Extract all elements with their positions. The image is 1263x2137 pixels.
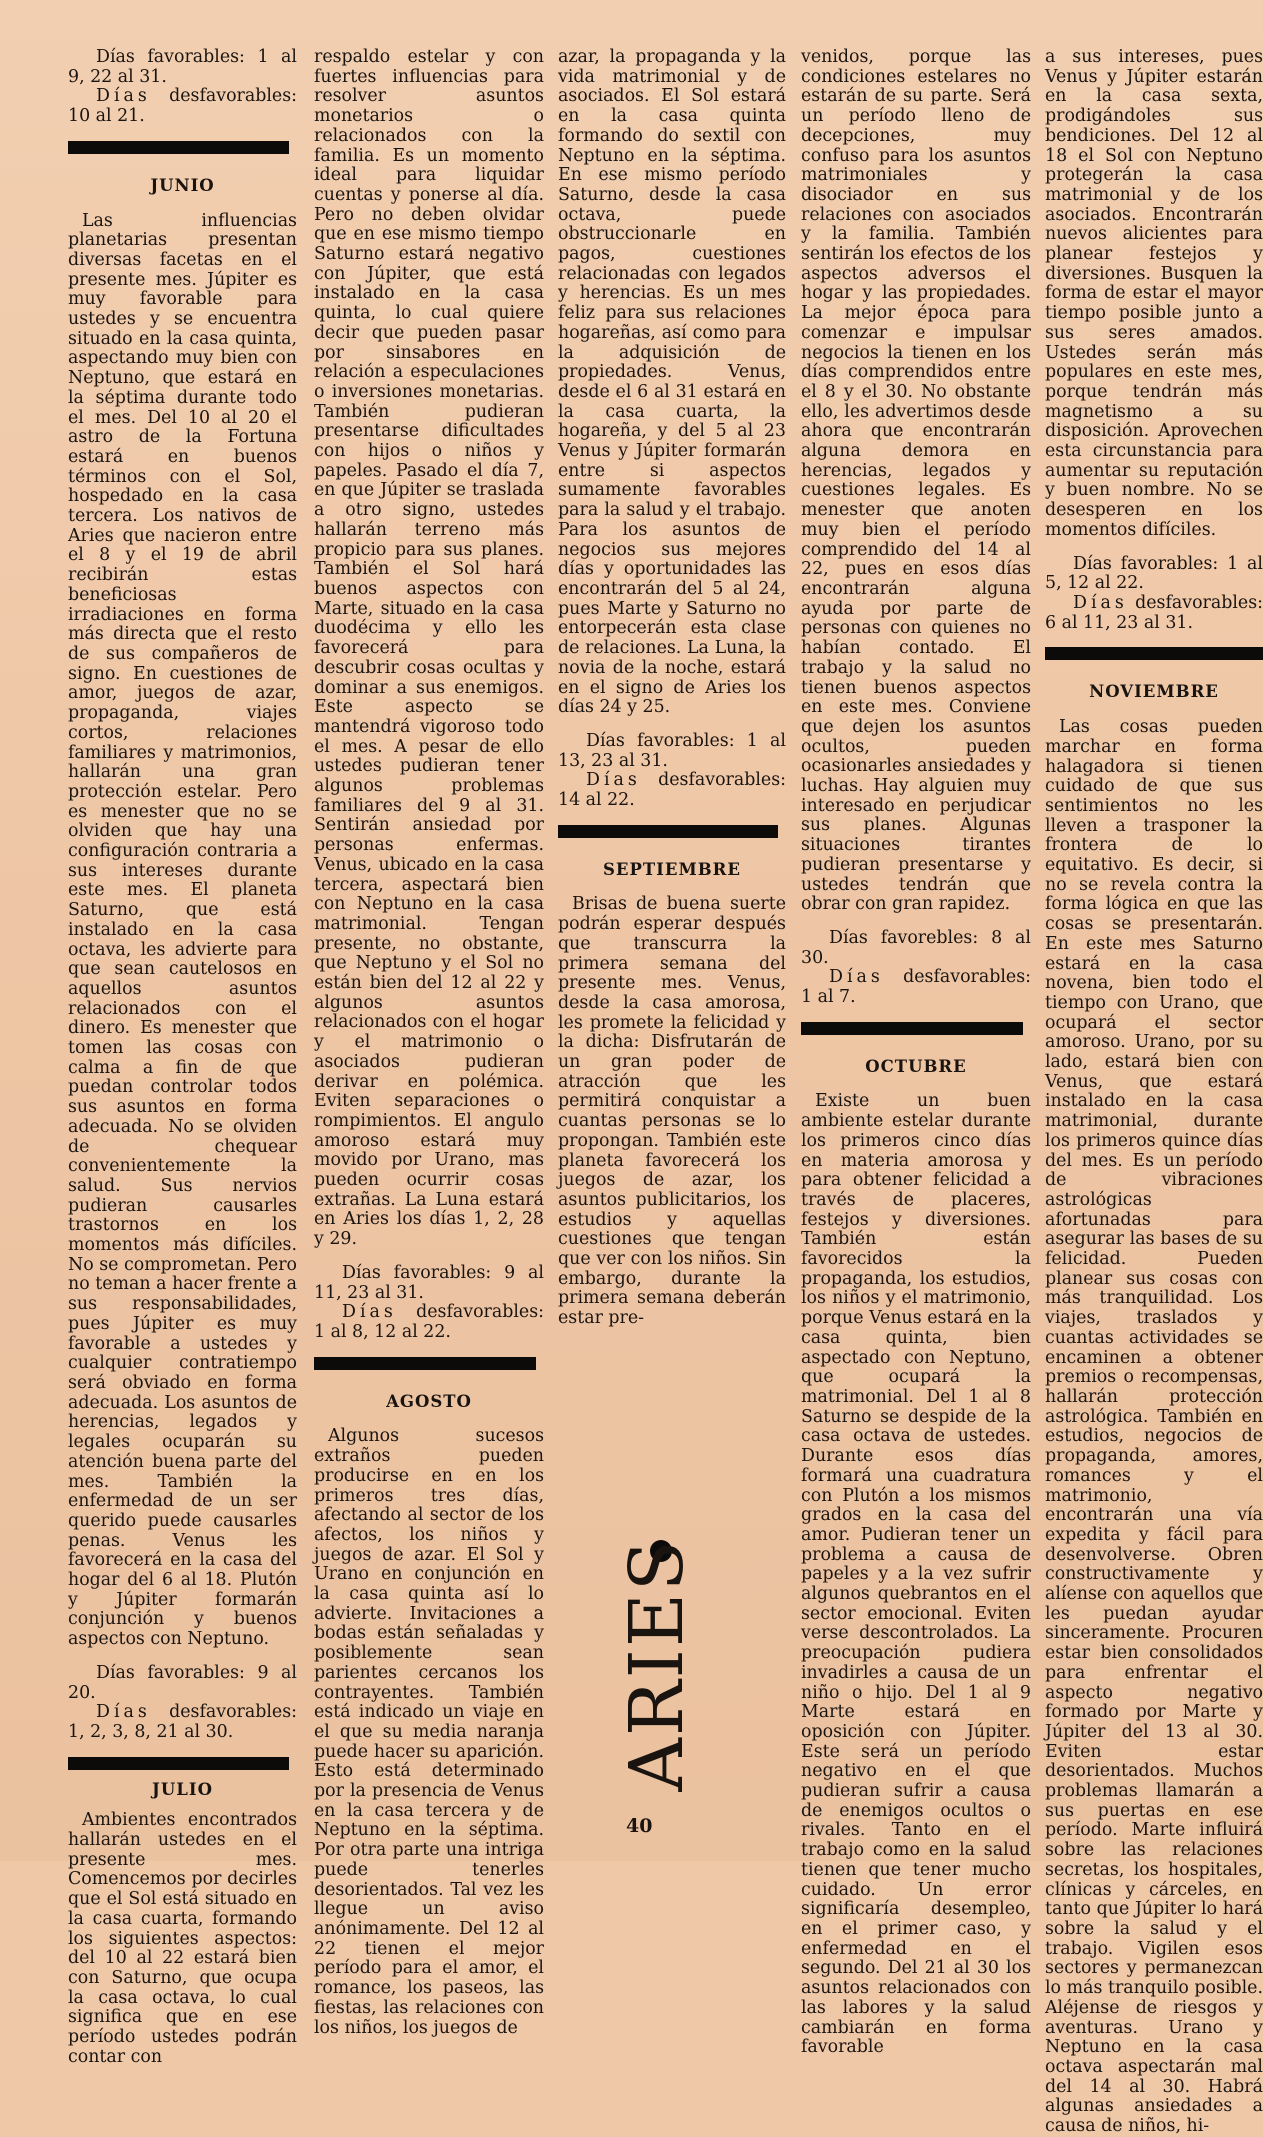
column-1: [68, 47, 297, 2067]
month-heading: JULIO: [152, 1779, 213, 1799]
divider-bar: [68, 1757, 289, 1770]
column-2: [314, 47, 544, 2038]
horoscope-text: Las influencias planetarias presentan diversas facetas en el presente mes. Júpiter es muy favorable para ustedes y se encuentra situado en la casa quinta, aspectando muy bien con Neptuno, que estará en la séptima durante todo el mes. Del 10 al 20 el astro de la Fortuna estará en buenos términos con el Sol, hospedado en la casa tercera. Los nativos de Aries que nacieron entre el 8 y el 19 de abril recibirán estas beneficiosas irradiaciones en forma más directa que el resto de sus compañeros de signo. En cuestiones de amor, juegos de azar, propaganda, viajes cortos, relaciones familiares y matrimonios, hallarán una gran protección estelar. Pero es menester que no se olviden que hay una configuración contraria a sus intereses durante este mes. El planeta Saturno, que está instalado en la casa octava, les advierte para que sean cautelosos en aquellos asuntos relacionados con el dinero. Es menester que tomen las cosas con calma a fin de que puedan controlar todos sus asuntos en forma adecuada. No se olviden de chequear convenientemente la salud. Sus nervios pudieran causarles trastornos en los momentos más difíciles. No se comprometan. Pero no teman a hacer frente a sus responsabilidades, pues Júpiter es muy favorable a ustedes y cualquier contratiempo será obviado en forma adecuada. Los asuntos de herencias, legados y legales ocuparán su atención buena parte del mes. También la enfermedad de un ser querido puede causarles penas. Venus les favorecerá en la casa del hogar del 6 al 18. Plutón y Júpiter formarán conjunción y buenos aspectos con Neptuno.: [68, 210, 297, 1650]
horoscope-text: Algunos sucesos extraños pueden producirse en en los primeros tres días, afectando al sector de los afectos, los niños y juegos de azar. El Sol y Urano en conjunción en la casa quinta así lo advierte. Invitaciones a bodas están señaladas y posiblemente sean parientes cercanos los contrayentes. También está indicado un viaje en el que su media naranja puede hacer su aparición. Esto está determinado por la presencia de Venus en la casa tercera y de Neptuno en la séptima. Por otra parte una intriga puede tenerles desorientados. Tal vez les llegue un aviso anónimamente. Del 12 al 22 tienen el mejor período para el amor, el romance, los paseos, las fiestas, las relaciones con los niños, los juegos de: [314, 1426, 544, 2038]
unfavorable-days: Días desfavorables: 1 al 7.: [801, 967, 1031, 1008]
horoscope-text: Brisas de buena suerte podrán esperar después que transcurra la primera semana del presente mes. Venus, desde la casa amorosa, les promete la felicidad y la dicha: Disfrutarán de un gran poder de atracción que les permitirá conquistar a cuantas personas se lo propongan. También este planeta favorecerá los juegos de azar, los asuntos publicitarios, los estudios y aquellas cuestiones que tengan que ver con los niños. Sin embargo, durante la primera semana deberán estar pre-: [558, 894, 786, 1329]
divider-bar: [558, 825, 778, 838]
horoscope-text: Ambientes encontrados hallarán ustedes en el presente mes. Comencemos por decirles que el Sol está situado en la casa cuarta, formando los siguientes aspectos: del 10 al 22 estará bien con Saturno, que ocupa la casa octava, lo cual significa que en ese período ustedes podrán contar con: [68, 1810, 297, 2067]
page-number: 40: [626, 1815, 653, 1837]
favorable-days: Días favorables: 1 al 9, 22 al 31.: [68, 47, 297, 87]
horoscope-text: azar, la propaganda y la vida matrimonial y de asociados. El Sol estará en la casa quinta formando do sextil con Neptuno en la séptima. En ese mismo período Saturno, desde la casa octava, puede obstruccionarle en pagos, cuestiones relacionadas con legados y herencias. Es un mes feliz para sus relaciones hogareñas, así como para la adquisición de propiedades. Venus, desde el 6 al 31 estará en la casa cuarta, la hogareña, y del 5 al 23 Venus y Júpiter formarán entre si aspectos sumamente favorables para la salud y el trabajo. Para los asuntos de negocios sus mejores días y oportunidades las encontrarán del 5 al 24, pues Marte y Saturno no entorpecerán esta clase de relaciones. La Luna, la novia de la noche, estará en el signo de Aries los días 24 y 25.: [558, 47, 786, 718]
horoscope-text: Las cosas pueden marchar en forma halagadora si tienen cuidado de que sus sentimientos no les lleven a trasponer la frontera de lo equitativo. Es decir, si no se revela contra la forma lógica en que las cosas se presentarán. En este mes Saturno estará en la casa novena, bien todo el tiempo con Urano, que ocupará el sector amoroso. Urano, por su lado, estará bien con Venus, que estará instalado en la casa matrimonial, durante los primeros quince días del mes. Es un período de vibraciones astrológicas afortunadas para asegurar las bases de su felicidad. Pueden planear sus cosas con más tranquilidad. Los viajes, traslados y cuantas actividades se encaminen a obtener premios o recompensas, hallarán protección astrológica. También en estudios, negocios de propaganda, amores, romances y el matrimonio, encontrarán una vía expedita y fácil para desenvolverse. Obren constructivamente y alíense con aquellos que les puedan ayudar sinceramente. Procuren estar bien consolidados para enfrentar el aspecto negativo formado por Marte y Júpiter del 13 al 30. Eviten estar desorientados. Muchos problemas llamarán a sus puertas en ese período. Marte influirá sobre las relaciones secretas, los hospitales, clínicas y cárceles, en tanto que Júpiter lo hará sobre la salud y el trabajo. Vigilen esos sectores y permanezcan lo más tranquilo posible. Aléjense de riesgos y aventuras. Urano y Neptuno en la casa octava aspectarán mal del 14 al 30. Habrá algunas ansiedades a causa de niños, hi-: [1045, 717, 1263, 2137]
column-5: [1045, 47, 1263, 2137]
sign-name: ARIES: [614, 1538, 700, 1792]
month-heading: AGOSTO: [386, 1391, 472, 1411]
divider-bar: [314, 1357, 536, 1370]
favorable-days: Días favorables: 9 al 11, 23 al 31.: [314, 1262, 544, 1303]
divider-bar: [801, 1022, 1023, 1035]
month-heading: SEPTIEMBRE: [603, 859, 741, 879]
column-4: [801, 47, 1031, 2058]
divider-bar: [68, 141, 289, 154]
horoscope-text: respaldo estelar y con fuertes influencias para resolver asuntos monetarios o relacionados con la familia. Es un momento ideal para liquidar cuentas y ponerse al día. Pero no deben olvidar que en ese mismo tiempo Saturno estará negativo con Júpiter, que está instalado en la casa quinta, lo cual quiere decir que pueden pasar por sinsabores en relación a especulaciones o inversiones monetarias. También pudieran presentarse dificultades con hijos o niños y papeles. Pasado el día 7, en que Júpiter se traslada a otro signo, ustedes hallarán terreno más propicio para sus planes. También el Sol hará buenos aspectos con Marte, situado en la casa duodécima y ello les favorecerá para descubrir cosas ocultas y dominar a sus enemigos. Este aspecto se mantendrá vigoroso todo el mes. A pesar de ello ustedes pudieran tener algunos problemas familiares del 9 al 31. Sentirán ansiedad por personas enfermas. Venus, ubicado en la casa tercera, aspectará bien con Neptuno en la casa matrimonial. Tengan presente, no obstante, que Neptuno y el Sol no están bien del 12 al 22 y algunos asuntos relacionados con el hogar y el matrimonio o asociados pudieran derivar en polémica. Eviten separaciones o rompimientos. El angulo amoroso estará muy movido por Urano, mas pueden ocurrir cosas extrañas. La Luna estará en Aries los días 1, 2, 28 y 29.: [314, 47, 544, 1250]
month-heading: NOVIEMBRE: [1089, 682, 1219, 702]
unfavorable-days: Días desfavorables: 1, 2, 3, 8, 21 al 30.: [68, 1702, 297, 1742]
horoscope-text: Existe un buen ambiente estelar durante los primeros cinco días en materia amorosa y para obtener felicidad a través de placeres, festejos y diversiones. También están favorecidos la propaganda, los estudios, los niños y el matrimonio, porque Venus estará en la casa quinta, bien aspectado con Neptuno, que ocupará la matrimonial. Del 1 al 8 Saturno se despide de la casa octava de ustedes. Durante esos días formará una cuadratura con Plutón a los mismos grados en la casa del amor. Pudieran tener un problema a causa de papeles y a la vez sufrir algunos quebrantos en el sector emocional. Eviten verse descontrolados. La preocupación pudiera invadirles a causa de un niño o hijo. Del 1 al 9 Marte estará en oposición con Júpiter. Este será un período negativo en el que pudieran sufrir a causa de enemigos ocultos o rivales. Tanto en el trabajo como en la salud tienen que tener mucho cuidado. Un error significaría desempleo, en el primer caso, y enfermedad en el segundo. Del 21 al 30 los asuntos relacionados con las labores y la salud cambiarán en forma favorable: [801, 1091, 1031, 2058]
unfavorable-days: Días desfavorables: 10 al 21.: [68, 86, 297, 127]
unfavorable-days: Días desfavorables: 1 al 8, 12 al 22.: [314, 1302, 544, 1342]
unfavorable-days: Días desfavorables: 14 al 22.: [558, 770, 786, 811]
unfavorable-days: Días desfavorables: 6 al 11, 23 al 31.: [1045, 592, 1263, 633]
column-3: [558, 48, 786, 1531]
favorable-days: Días favorebles: 8 al 30.: [801, 927, 1031, 968]
horoscope-text: a sus intereses, pues Venus y Júpiter estarán en la casa sexta, prodigándoles sus bendiciones. Del 12 al 18 el Sol con Neptuno protegerán la casa matrimonial y de los asociados. Encontrarán nuevos alicientes para planear festejos y diversiones. Busquen la forma de estar el mayor tiempo posible junto a sus seres amados. Ustedes serán más populares en este mes, porque tendrán más magnetismo a su disposición. Aprovechen esta circunstancia para aumentar su reputación y buen nombre. No se desesperen en los momentos difíciles.: [1045, 47, 1263, 540]
horoscope-text: venidos, porque las condiciones estelares no estarán de su parte. Será un período lleno de decepciones, muy confuso para los asuntos matrimoniales y disociador en sus relaciones con asociados y la familia. También sentirán los efectos de los aspectos adversos el hogar y las propiedades. La mejor época para comenzar e impulsar negocios la tienen en los días comprendidos entre el 8 y el 30. No obstante ello, les advertimos desde ahora que encontrarán alguna demora en herencias, legados y cuestiones legales. Es menester que anoten muy bien el período comprendido del 14 al 22, pues en esos días encontrarán alguna ayuda por parte de personas con quienes no habían contado. El trabajo y la salud no tienen buenos aspectos en este mes. Conviene que dejen los asuntos ocultos, pueden ocasionarles ansiedades y luchas. Hay alguien muy interesado en perjudicar sus planes. Algunas situaciones tirantes pudieran presentarse y ustedes tendrán que obrar con gran rapidez.: [801, 47, 1031, 915]
zodiac-sign-title: [612, 1540, 702, 1790]
month-heading: JUNIO: [150, 175, 215, 195]
favorable-days: Días favorables: 1 al 13, 23 al 31.: [558, 730, 786, 771]
divider-bar: [1045, 647, 1263, 660]
month-heading: OCTUBRE: [865, 1056, 967, 1076]
favorable-days: Días favorables: 9 al 20.: [68, 1662, 297, 1703]
favorable-days: Días favorables: 1 al 5, 12 al 22.: [1045, 553, 1263, 594]
